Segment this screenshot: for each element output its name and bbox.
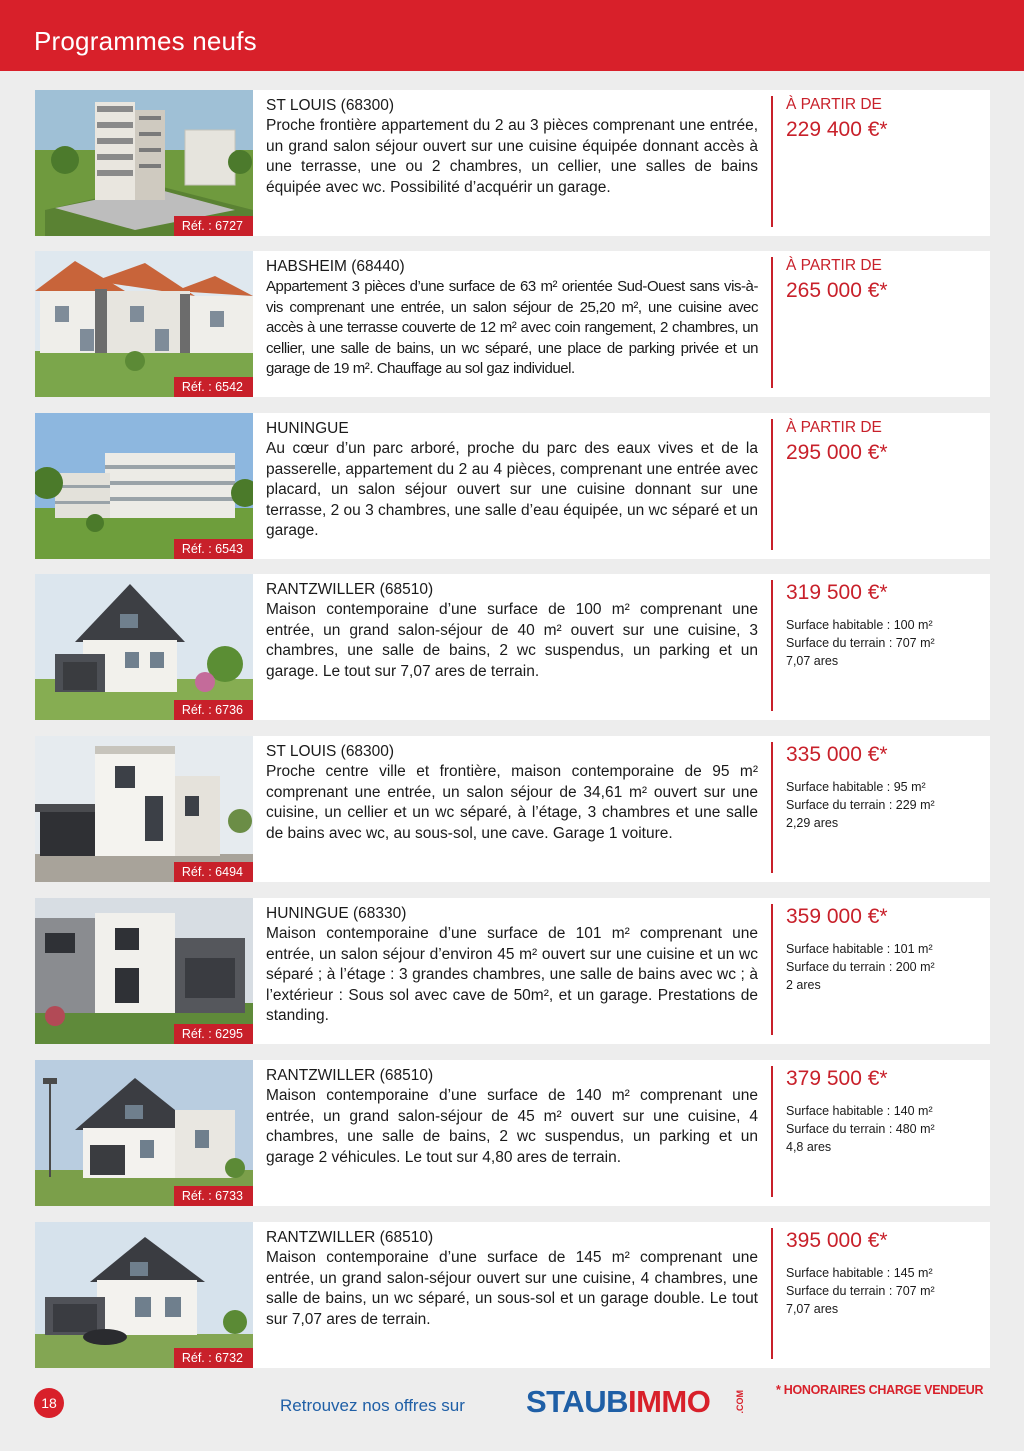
price-block [786,1066,981,1156]
listing-description: Maison contemporaine d’une surface de 100 m² comprenant une entrée, un grand salon-séjour de 40 m² ouvert sur une cuisine, 3 chambres, une salle de bains, 2 wc suspendus, un parking et un garage. Le tout sur 7,07 ares de terrain. [266,601,758,680]
price-block [786,1228,981,1318]
listing-description-block [266,419,758,542]
residence-illustration [35,413,253,559]
listing-description-block [266,257,758,380]
reference-badge: Réf. : 6733 [174,1186,253,1206]
divider [771,419,773,550]
listing-card[interactable] [35,90,990,236]
listing-photo[interactable] [35,90,253,236]
listing-price: 379 500 €* [786,1067,888,1090]
listing-price: 335 000 €* [786,743,888,766]
divider [771,742,773,873]
listing-photo[interactable] [35,1060,253,1206]
modern-house-illustration [35,736,253,882]
logo-wordmark [526,1384,710,1419]
surface-terrain: Surface du terrain : 480 m² [786,1122,935,1136]
listing-description: Proche frontière appartement du 2 au 3 pièces comprenant une entrée, un grand salon séjour ouvert sur une cuisine équipée donnant accès à une terrasse, une ou 2 chambres, un cellier, une salles de bains équipée avec wc. Possibilité d’acquérir un garage. [266,117,758,196]
listing-location: RANTZWILLER (68510) [266,1229,434,1246]
footer-cta: Retrouvez nos offres sur [280,1396,465,1415]
price-block [786,904,981,994]
listing-photo[interactable] [35,251,253,397]
surface-terrain: Surface du terrain : 707 m² [786,1284,935,1298]
land-ares: 2 ares [786,978,821,992]
divider [771,96,773,227]
price-block [786,580,981,670]
listing-description-block [266,1228,758,1330]
surface-terrain: Surface du terrain : 707 m² [786,636,935,650]
listing-location: RANTZWILLER (68510) [266,581,434,598]
listing-specs [786,778,981,832]
listing-location: HABSHEIM (68440) [266,258,405,275]
land-ares: 2,29 ares [786,816,839,830]
price-from-label: À PARTIR DE [786,419,882,436]
divider [771,1066,773,1197]
listing-price: 265 000 €* [786,279,888,302]
land-ares: 4,8 ares [786,1140,832,1154]
surface-habitable: Surface habitable : 100 m² [786,618,933,632]
price-block [786,742,981,832]
listing-photo[interactable] [35,413,253,559]
divider [771,1228,773,1359]
listing-location: HUNINGUE (68330) [266,905,407,922]
surface-habitable: Surface habitable : 95 m² [786,780,926,794]
listing-description-block [266,904,758,1027]
reference-badge: Réf. : 6494 [174,862,253,882]
listing-location: HUNINGUE [266,420,349,437]
page-title: Programmes neufs [34,26,257,56]
price-block [786,419,981,466]
listing-price: 295 000 €* [786,441,888,464]
price-block [786,257,981,304]
listing-specs [786,940,981,994]
listing-location: ST LOUIS (68300) [266,97,395,114]
staubimmo-logo[interactable] [526,1384,745,1424]
listing-card[interactable] [35,413,990,559]
house-illustration [35,574,253,720]
house-row-illustration [35,251,253,397]
surface-terrain: Surface du terrain : 229 m² [786,798,935,812]
listing-specs [786,1102,981,1156]
listing-description-block [266,742,758,844]
listing-description: Maison contemporaine d’une surface de 101 m² comprenant une entrée, un salon séjour d’environ 45 m² ouvert sur une cuisine et un wc séparé ; à l’étage : 3 grandes chambres, une salle de bains avec wc ; à l’extérieur : Sous sol avec cave de 50m², et un garage. Prestations de standing. [266,925,758,1024]
logo-immo: IMMO [627,1384,711,1419]
listing-card[interactable] [35,574,990,720]
divider [771,580,773,711]
listing-price: 229 400 €* [786,118,888,141]
listing-description: Maison contemporaine d’une surface de 145 m² comprenant une entrée, un grand salon-séjour ouvert sur une cuisine, 4 chambres, une salle de bains, un wc séparé, un sous-sol et un garage double. Le tout sur 7,07 ares de terrain. [266,1249,758,1328]
listing-description-block [266,1066,758,1168]
listing-card[interactable] [35,1222,990,1368]
land-ares: 7,07 ares [786,654,839,668]
listing-price: 359 000 €* [786,905,888,928]
surface-habitable: Surface habitable : 101 m² [786,942,933,956]
listing-photo[interactable] [35,1222,253,1368]
reference-badge: Réf. : 6295 [174,1024,253,1044]
house-illustration [35,1060,253,1206]
price-from-label: À PARTIR DE [786,96,882,113]
price-from-label: À PARTIR DE [786,257,882,274]
page-header [0,0,1024,71]
page-number-badge: 18 [34,1388,64,1418]
modern-house-illustration [35,898,253,1044]
surface-terrain: Surface du terrain : 200 m² [786,960,935,974]
listing-card[interactable] [35,898,990,1044]
surface-habitable: Surface habitable : 140 m² [786,1104,933,1118]
reference-badge: Réf. : 6543 [174,539,253,559]
listing-description: Maison contemporaine d’une surface de 140 m² comprenant une entrée, un grand salon-séjour de 45 m² ouvert sur une cuisine, 4 chambres, une salle de bains, 2 wc suspendus, un parking et un garage 2 véhicules. Le tout sur 4,80 ares de terrain. [266,1087,758,1166]
listing-price: 395 000 €* [786,1229,888,1252]
listing-description-block [266,580,758,682]
listing-description: Au cœur d’un parc arboré, proche du parc des eaux vives et de la passerelle, appartement du 2 au 4 pièces, comprenant une entrée avec placard, un salon séjour ouvert sur une cuisine donnant sur une terrasse, 2 ou 3 chambres, une salle d’eau équipée, un wc séparé et un garage. [266,440,759,539]
reference-badge: Réf. : 6727 [174,216,253,236]
house-illustration [35,1222,253,1368]
divider [771,257,773,388]
listing-specs [786,616,981,670]
reference-badge: Réf. : 6542 [174,377,253,397]
logo-com: .COM [735,1390,745,1414]
listing-card[interactable] [35,1060,990,1206]
price-block [786,96,981,143]
listing-photo[interactable] [35,736,253,882]
reference-badge: Réf. : 6736 [174,700,253,720]
listing-description: Proche centre ville et frontière, maison contemporaine de 95 m² comprenant une entrée, un salon séjour de 34,61 m² ouvert sur une cuisine, un cellier et un wc séparé, à l’étage, 3 chambres et une salle de bains avec wc, au sous-sol, une cave. Garage 1 voiture. [266,763,758,842]
listing-location: RANTZWILLER (68510) [266,1067,434,1084]
listing-description: Appartement 3 pièces d’une surface de 63 m² orientée Sud-Ouest sans vis-à-vis comprenant une entrée, un salon séjour de 25,20 m², une cuisine avec accès à une terrasse couverte de 12 m² avec coin rangement, 2 chambres, un cellier, une salle de bains, un wc séparé, une place de parking privée et un garage de 19 m². Chauffage au sol gaz individuel. [266,278,758,377]
divider [771,904,773,1035]
listing-card[interactable] [35,251,990,397]
listing-price: 319 500 €* [786,581,888,604]
reference-badge: Réf. : 6732 [174,1348,253,1368]
logo-staub: STAUB [526,1384,628,1419]
building-illustration [35,90,253,236]
listing-card[interactable] [35,736,990,882]
listing-specs [786,1264,981,1318]
listing-description-block [266,96,758,198]
listing-photo[interactable] [35,574,253,720]
land-ares: 7,07 ares [786,1302,839,1316]
fees-note: * HONORAIRES CHARGE VENDEUR [776,1383,984,1397]
surface-habitable: Surface habitable : 145 m² [786,1266,933,1280]
listing-location: ST LOUIS (68300) [266,743,395,760]
listing-photo[interactable] [35,898,253,1044]
